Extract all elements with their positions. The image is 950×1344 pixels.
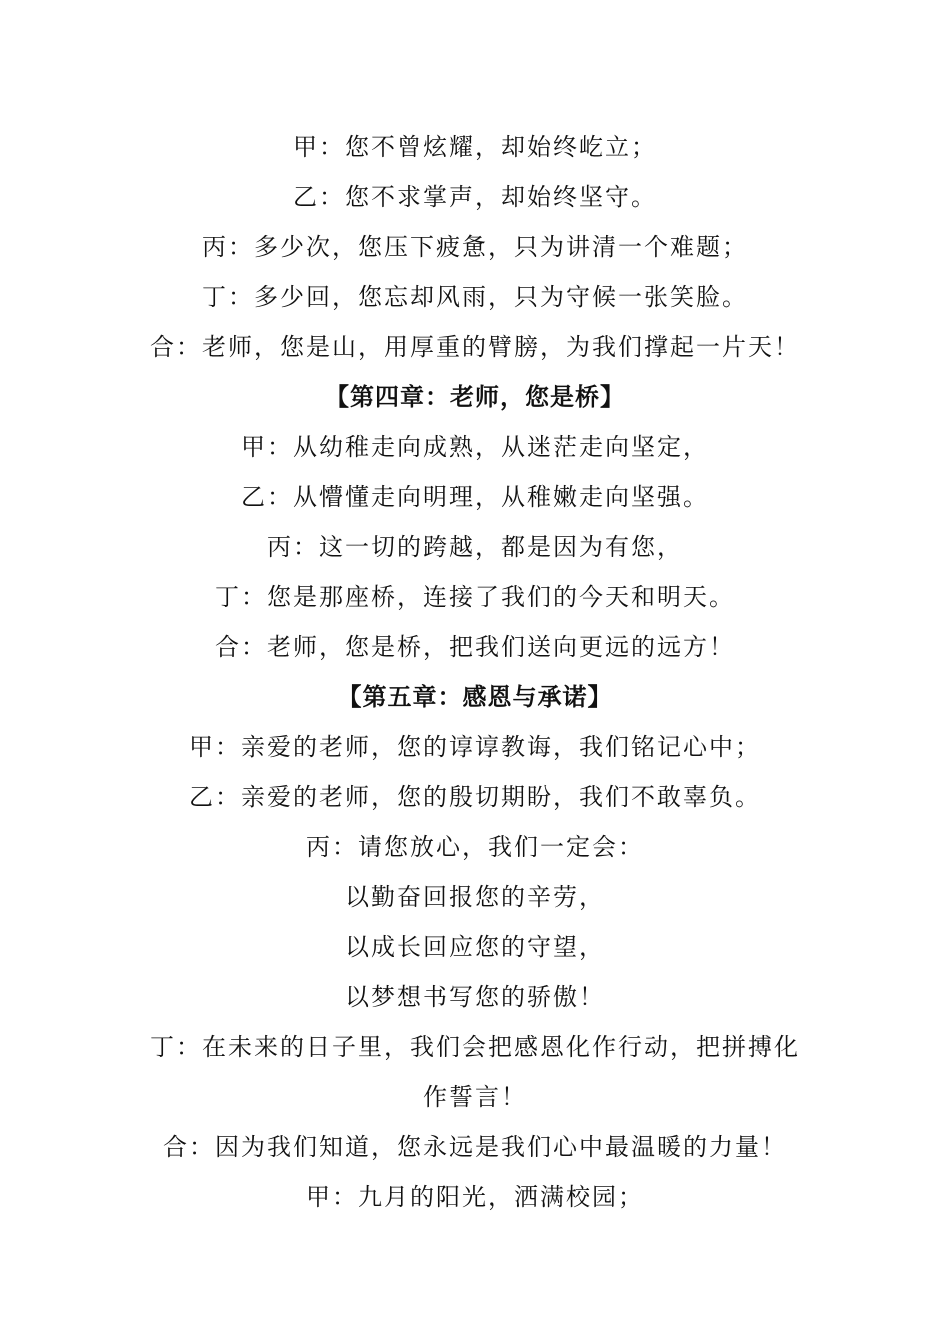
script-line: 作誓言！	[423, 1083, 527, 1111]
script-line: 丙：这一切的跨越，都是因为有您，	[267, 533, 683, 561]
script-line: 丙：请您放心，我们一定会：	[306, 833, 644, 861]
script-line: 乙：从懵懂走向明理，从稚嫩走向坚强。	[241, 483, 709, 511]
script-line: 丁：您是那座桥，连接了我们的今天和明天。	[215, 583, 735, 611]
script-line: 甲：九月的阳光，洒满校园；	[306, 1183, 644, 1211]
script-line: 以成长回应您的守望，	[345, 933, 605, 961]
script-line: 以勤奋回报您的辛劳，	[345, 883, 605, 911]
script-line: 乙：亲爱的老师，您的殷切期盼，我们不敢辜负。	[189, 783, 761, 811]
script-line: 丙：多少次，您压下疲惫，只为讲清一个难题；	[202, 233, 748, 261]
script-line: 甲：亲爱的老师，您的谆谆教诲，我们铭记心中；	[189, 733, 761, 761]
chapter-heading: 【第四章：老师，您是桥】	[325, 383, 625, 411]
script-line: 以梦想书写您的骄傲！	[345, 983, 605, 1011]
script-line: 合：老师，您是山，用厚重的臂膀，为我们撑起一片天！	[150, 333, 800, 361]
script-line: 甲：您不曾炫耀，却始终屹立；	[293, 133, 657, 161]
script-line: 甲：从幼稚走向成熟，从迷茫走向坚定，	[241, 433, 709, 461]
document-page	[0, 122, 950, 1222]
script-line: 丁：多少回，您忘却风雨，只为守候一张笑脸。	[202, 283, 748, 311]
script-line: 合：因为我们知道，您永远是我们心中最温暖的力量！	[163, 1133, 787, 1161]
script-line: 乙：您不求掌声，却始终坚守。	[293, 183, 657, 211]
script-line: 丁：在未来的日子里，我们会把感恩化作行动，把拼搏化	[150, 1033, 800, 1061]
chapter-heading: 【第五章：感恩与承诺】	[337, 683, 613, 711]
script-line: 合：老师，您是桥，把我们送向更远的远方！	[215, 633, 735, 661]
